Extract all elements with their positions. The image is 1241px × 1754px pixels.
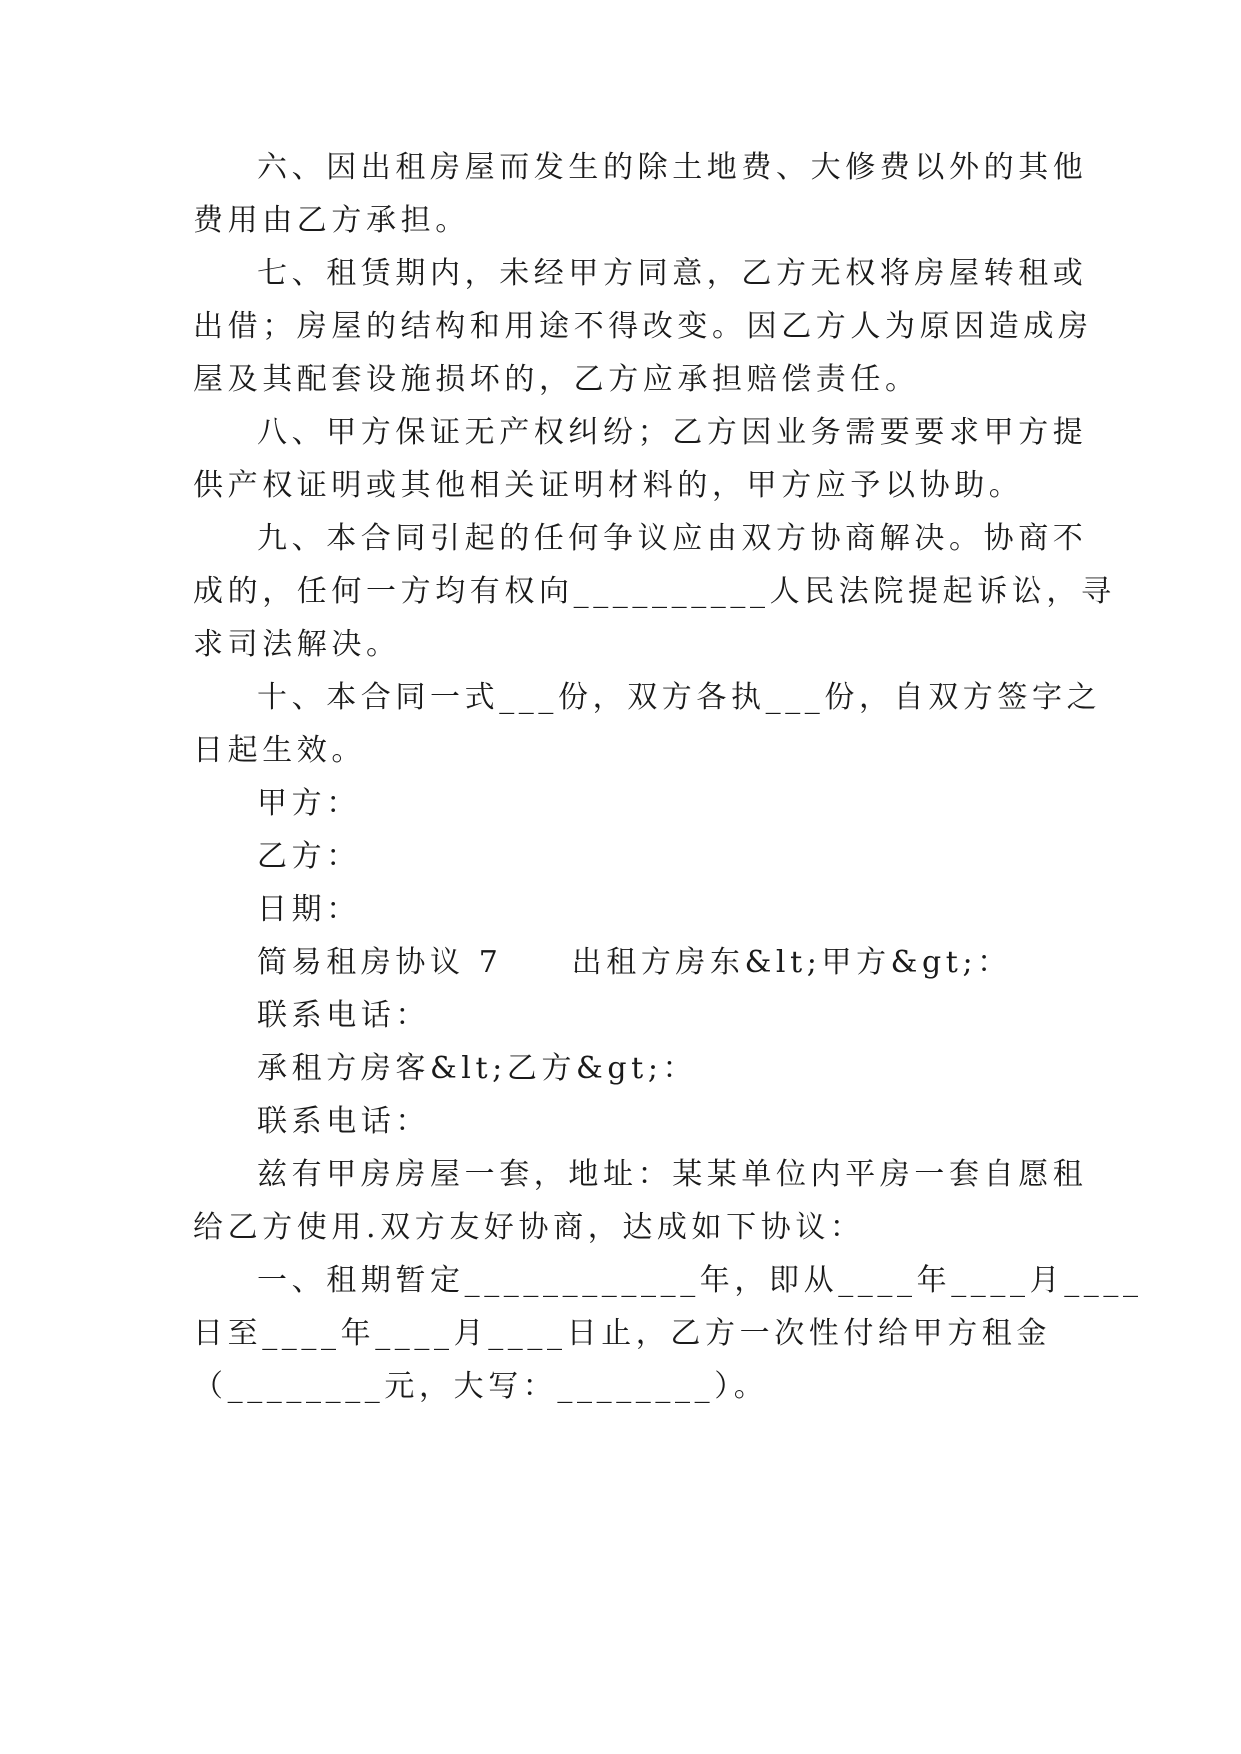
paragraph-8-line-2: 供产权证明或其他相关证明材料的，甲方应予以协助。 [193,468,1024,503]
clause-1-line-2: 日至____年____月____日止，乙方一次性付给甲方租金 [193,1316,1051,1351]
clause-1-line-1: 一、租期暂定____________年，即从____年____月____ [257,1263,1143,1298]
paragraph-6-line-2: 费用由乙方承担。 [193,203,470,238]
party-b-signature-label: 乙方： [257,839,361,874]
paragraph-8-line-1: 八、甲方保证无产权纠纷；乙方因业务需要要求甲方提 [257,415,1088,450]
landlord-phone-label: 联系电话： [257,998,430,1033]
tenant-phone-label: 联系电话： [257,1104,430,1139]
paragraph-6-line-1: 六、因出租房屋而发生的除土地费、大修费以外的其他 [257,150,1088,185]
date-label: 日期： [257,892,361,927]
paragraph-10-line-1: 十、本合同一式___份，双方各执___份，自双方签字之 [257,680,1102,715]
preamble-line-2: 给乙方使用.双方友好协商，达成如下协议： [193,1210,865,1245]
paragraph-7-line-3: 屋及其配套设施损坏的，乙方应承担赔偿责任。 [193,362,920,397]
paragraph-7-line-1: 七、租赁期内，未经甲方同意，乙方无权将房屋转租或 [257,256,1088,291]
paragraph-9-line-2: 成的，任何一方均有权向__________人民法院提起诉讼，寻 [193,574,1116,609]
paragraph-7-line-2: 出借；房屋的结构和用途不得改变。因乙方人为原因造成房 [193,309,1093,344]
preamble-line-1: 兹有甲房房屋一套，地址：某某单位内平房一套自愿租 [257,1157,1088,1192]
paragraph-9-line-1: 九、本合同引起的任何争议应由双方协商解决。协商不 [257,521,1088,556]
clause-1-line-3: （________元，大写：________）。 [193,1369,769,1404]
agreement-7-heading: 简易租房协议 7 出租方房东&lt;甲方&gt;： [257,945,1012,980]
tenant-label: 承租方房客&lt;乙方&gt;： [257,1051,698,1086]
paragraph-9-line-3: 求司法解决。 [193,627,401,662]
paragraph-10-line-2: 日起生效。 [193,733,366,768]
party-a-signature-label: 甲方： [257,786,361,821]
